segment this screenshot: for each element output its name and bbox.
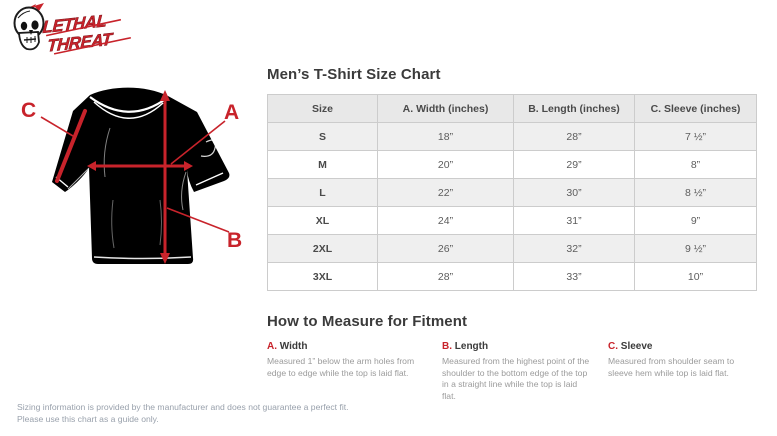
sleeve-cell: 8 ½” [635,179,757,207]
measure-item-width [267,341,427,402]
width-cell: 24” [378,207,514,235]
size-chart-title: Men’s T-Shirt Size Chart [267,66,441,83]
measure-letter: C. [608,341,618,352]
column-header-size: Size [268,95,378,123]
measure-instructions [267,341,756,402]
tshirt-diagram-graphic [10,80,260,300]
table-row [268,123,757,151]
label-width-a: A [224,101,240,124]
disclaimer-line-2: Please use this chart as a guide only. [17,414,159,424]
table-row [268,235,757,263]
sleeve-cell: 9 ½” [635,235,757,263]
tshirt-measurement-diagram [10,80,260,300]
width-cell: 18” [378,123,514,151]
label-length-b: B [227,229,243,252]
table-header-row [268,95,757,123]
size-cell: L [268,179,378,207]
sleeve-cell: 8” [635,151,757,179]
measure-item-length [442,341,593,402]
sleeve-cell: 9” [635,207,757,235]
size-cell: 2XL [268,235,378,263]
size-cell: 3XL [268,263,378,291]
table-row [268,207,757,235]
size-chart-table [267,94,757,291]
column-header-width: A. Width (inches) [378,95,514,123]
width-cell: 26” [378,235,514,263]
measure-item-sleeve [608,341,755,402]
brand-word-threat: THREAT [46,28,113,56]
column-header-sleeve: C. Sleeve (inches) [635,95,757,123]
length-cell: 31” [514,207,635,235]
brand-word-lethal: LETHAL [41,10,108,38]
measure-letter: A. [267,341,277,352]
table-row [268,179,757,207]
width-cell: 20” [378,151,514,179]
measure-item-heading [608,341,755,352]
lethal-threat-logo-graphic [10,2,150,60]
size-cell: M [268,151,378,179]
length-cell: 32” [514,235,635,263]
disclaimer-line-1: Sizing information is provided by the manufacturer and does not guarantee a perfect fit. [17,402,349,412]
measure-item-heading [267,341,427,352]
measure-description: Measured 1” below the arm holes from edge to edge while the top is laid flat. [267,356,415,378]
measure-description: Measured from shoulder seam to sleeve hem while top is laid flat. [608,356,735,378]
measure-item-heading [442,341,593,352]
sleeve-cell: 10” [635,263,757,291]
measure-name: Sleeve [620,341,653,352]
measure-section-title: How to Measure for Fitment [267,313,468,330]
width-cell: 22” [378,179,514,207]
table-row [268,151,757,179]
sleeve-cell: 7 ½” [635,123,757,151]
brand-logo [10,2,150,60]
size-chart-content [267,66,756,402]
label-sleeve-c: C [21,99,37,122]
length-cell: 28” [514,123,635,151]
length-cell: 33” [514,263,635,291]
measure-letter: B. [442,341,452,352]
measure-name: Width [279,341,308,352]
size-cell: S [268,123,378,151]
tshirt-icon [52,88,229,264]
size-cell: XL [268,207,378,235]
measure-name: Length [454,341,489,352]
column-header-length: B. Length (inches) [514,95,635,123]
wordmark [40,8,132,56]
table-row [268,263,757,291]
width-cell: 28” [378,263,514,291]
length-cell: 30” [514,179,635,207]
skull-icon [15,3,45,49]
length-cell: 29” [514,151,635,179]
measure-description: Measured from the highest point of the shoulder to the bottom edge of the top in a straight line while the top is laid flat. [442,356,590,401]
sizing-disclaimer [17,401,349,425]
